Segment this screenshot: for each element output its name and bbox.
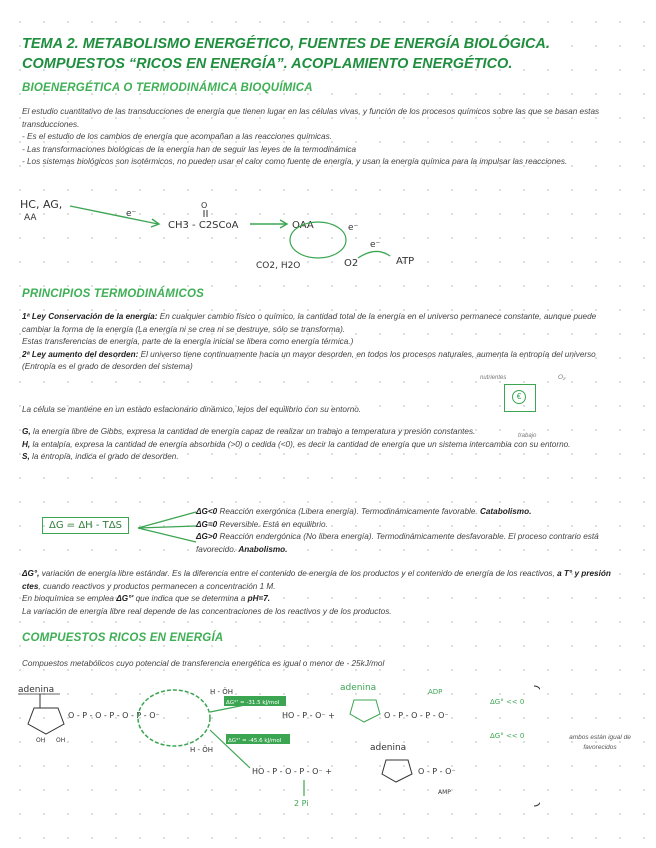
dg-much-less-1: ΔG° << 0: [490, 698, 525, 706]
second-law: [22, 349, 607, 374]
nutrients-label: nutrientes: [480, 375, 507, 381]
first-law-note: Estas transferencias de energía, parte de la energía inicial se libera como energía térmica.): [22, 337, 354, 347]
carbonyl-o-label: O: [201, 201, 208, 210]
hc-ag-label: HC, AG,: [20, 198, 63, 211]
arrow: [358, 251, 390, 258]
gibbs-formula: ΔG = ΔH - TΔS: [42, 517, 129, 534]
biochem-standard: [22, 593, 612, 606]
paragraph: El estudio cuantitativo de las transducciones de energía que tienen lugar en las células vivas, y función de los procesos químicos sobre las que se basan estas transducciones.: [22, 107, 600, 129]
svg-text:ΔG°' = -45.6 kJ/mol: ΔG°' = -45.6 kJ/mol: [228, 738, 282, 744]
dg0-conditions: a T° y presión ctes: [22, 569, 611, 591]
dg0-label: ΔG°,: [22, 569, 40, 578]
endergonic-text: Reacción endergónica (No libera energía). Termodinámicamente desfavorable. El proceso contrario está favorecido.: [196, 532, 599, 554]
bullet: - Las transformaciones biológicas de la energía han de seguir las leyes de la termodinámica: [22, 144, 357, 154]
dg0-text-2: , cuando reactivos y productos permanecen a concentración 1 M.: [38, 581, 276, 591]
standard-free-energy: [22, 568, 612, 618]
side-note: ambos están igual de favorecidos: [569, 734, 631, 751]
two-pi-label: 2 Pi: [294, 799, 309, 808]
electron-label: e⁻: [126, 209, 137, 219]
catabolism-label: Catabolismo.: [479, 507, 532, 516]
krebs-cycle-circle: [290, 222, 346, 258]
branch-arrows: [136, 508, 198, 548]
water-label-2: H - ÖH: [190, 746, 214, 754]
co2-h2o-label: CO2, H2O: [256, 261, 301, 271]
amp-label: AMP: [438, 789, 451, 796]
svg-text:ΔG°' = -31.5 kJ/mol: ΔG°' = -31.5 kJ/mol: [226, 700, 280, 706]
dg0-prime-label: ΔG°': [116, 594, 134, 604]
svg-text:OH: OH: [36, 737, 46, 744]
bullet: - Es el estudio de los cambios de energía que acompañan a las reacciones químicas.: [22, 132, 332, 142]
ribose-ring-icon-2: [350, 700, 380, 722]
adenine-label-3: adenina: [370, 743, 407, 753]
cell-nucleus-icon: €: [512, 390, 526, 404]
dg-much-less-2: ΔG° << 0: [490, 732, 525, 740]
state-functions: [22, 426, 602, 464]
exergonic-row: [196, 506, 626, 519]
svg-text:O - P - O - P - O - P - O⁻: O - P - O - P - O - P - O⁻: [68, 711, 160, 720]
title-line-2: COMPUESTOS “RICOS EN ENERGÍA”. ACOPLAMIENTO ENERGÉTICO.: [22, 56, 513, 72]
dg-zero-label: ΔG=0: [196, 519, 218, 529]
bio-text-2: que indica que se determina a: [133, 594, 248, 604]
reaction-classes: [196, 506, 626, 556]
bio-text-1: En bioquímica se emplea: [22, 594, 117, 604]
entropy-definition: [22, 451, 602, 464]
oxidation-sketch: [18, 192, 438, 276]
bullet: - Los sistemas biológicos son isotérmicos, no pueden usar el calor como fuente de energía, y usan la energía química para la impulsar las reacciones.: [22, 157, 568, 167]
second-law-text: El universo tiene continuamente hacia un mayor desorden, en todos los procesos naturales, aumenta la entropía del universo (Entropía es el grado de desorden del sistema): [22, 349, 596, 372]
title-line-1: TEMA 2. METABOLISMO ENERGÉTICO, FUENTES DE ENERGÍA BIOLÓGICA.: [22, 36, 550, 52]
atp-label: ATP: [396, 256, 415, 267]
second-law-label: 2ª Ley aumento del desorden:: [22, 349, 139, 359]
endergonic-row: [196, 531, 626, 556]
arrow: [70, 206, 158, 224]
g-label: G,: [22, 427, 31, 436]
ph-label: pH=7.: [247, 594, 271, 604]
o2-label: O₂: [558, 374, 566, 381]
dg0-text-1: variación de energía libre estándar. Es la diferencia entre el contenido de energía de los productos y el contenido de energía de los reactivos,: [39, 569, 558, 578]
dg-negative-label: ΔG<0: [196, 507, 218, 516]
s-label: S,: [22, 452, 30, 462]
section-heading-bioenergetica: BIOENERGÉTICA O TERMODINÁMICA BIOQUÍMICA: [22, 82, 313, 94]
h-text: la entalpía, expresa la cantidad de energía absorbida (>0) o cedida (<0), es decir la cantidad de energía que un sistema intercambia con su entorno.: [30, 439, 571, 449]
acetyl-coa-label: CH3 - C2SCoA: [168, 220, 239, 231]
svg-text:O - P - O - P - O⁻: O - P - O - P - O⁻: [384, 711, 449, 720]
section-bioenergetica-body: [22, 106, 634, 169]
adenine-label: adenina: [18, 685, 55, 695]
svg-text:HO - P - O - P - O⁻ +: HO - P - O - P - O⁻ +: [252, 767, 332, 776]
dg0-definition: [22, 568, 612, 593]
electron-label-3: e⁻: [370, 240, 381, 250]
page-title: [22, 34, 642, 74]
first-law: [22, 311, 607, 336]
aa-label: AA: [24, 213, 37, 223]
first-law-text: En cualquier cambio físico o químico, la cantidad total de la energía en el universo permanece constante, aunque puede cambiar la forma de la energía (La energía ni se crea ni se destruye, sólo se transforma).: [22, 312, 597, 334]
svg-text:OH: OH: [56, 737, 66, 744]
adp-label: ADP: [428, 688, 443, 696]
equilibrium-row: [196, 519, 626, 532]
first-law-label: 1ª Ley Conservación de la energía:: [22, 312, 158, 321]
svg-text:HO - P - O⁻ +: HO - P - O⁻ +: [282, 711, 335, 720]
enthalpy-definition: [22, 439, 602, 452]
g-text: la energía libre de Gibbs, expresa la cantidad de energía capaz de realizar un trabajo a temperatura y presión constantes.: [30, 427, 476, 436]
adenine-label-2: adenina: [340, 683, 377, 693]
ribose-ring-icon-3: [382, 760, 412, 782]
cell-steady-state-text: La célula se mantiene en un estado estacionario dinámico, lejos del equilibrio con su entorno.: [22, 405, 362, 414]
anabolism-label: Anabolismo.: [238, 544, 288, 554]
oaa-label: OAA: [292, 220, 314, 231]
water-label: H - ÖH: [210, 688, 234, 696]
section-heading-compuestos: COMPUESTOS RICOS EN ENERGÍA: [22, 632, 224, 644]
work-label: trabajo: [518, 433, 537, 439]
atp-hydrolysis-sketch: [14, 678, 540, 812]
real-free-energy: La variación de energía libre real depende de las concentraciones de los reactivos y de los productos.: [22, 606, 392, 616]
laws-block: [22, 311, 607, 374]
h-label: H,: [22, 439, 31, 449]
section-compuestos-intro: Compuestos metabólicos cuyo potencial de transferencia energética es igual o menor de - 25kJ/mol: [22, 659, 385, 668]
o2-label: O2: [344, 258, 359, 269]
gibbs-definition: [22, 426, 602, 439]
exergonic-text: Reacción exergónica (Libera energía). Termodinámicamente favorable.: [217, 507, 480, 516]
dg-positive-label: ΔG>0: [196, 532, 218, 542]
s-text: la entropía, indica el grado de desorden.: [29, 452, 179, 462]
ribose-ring-icon: [28, 708, 64, 734]
section-heading-principios: PRINCIPIOS TERMODINÁMICOS: [22, 288, 204, 300]
svg-text:O - P - O⁻: O - P - O⁻: [418, 767, 456, 776]
equilibrium-text: Reversible. Está en equilibrio.: [217, 519, 328, 529]
electron-label-2: e⁻: [348, 223, 359, 233]
bracket: [534, 686, 540, 806]
